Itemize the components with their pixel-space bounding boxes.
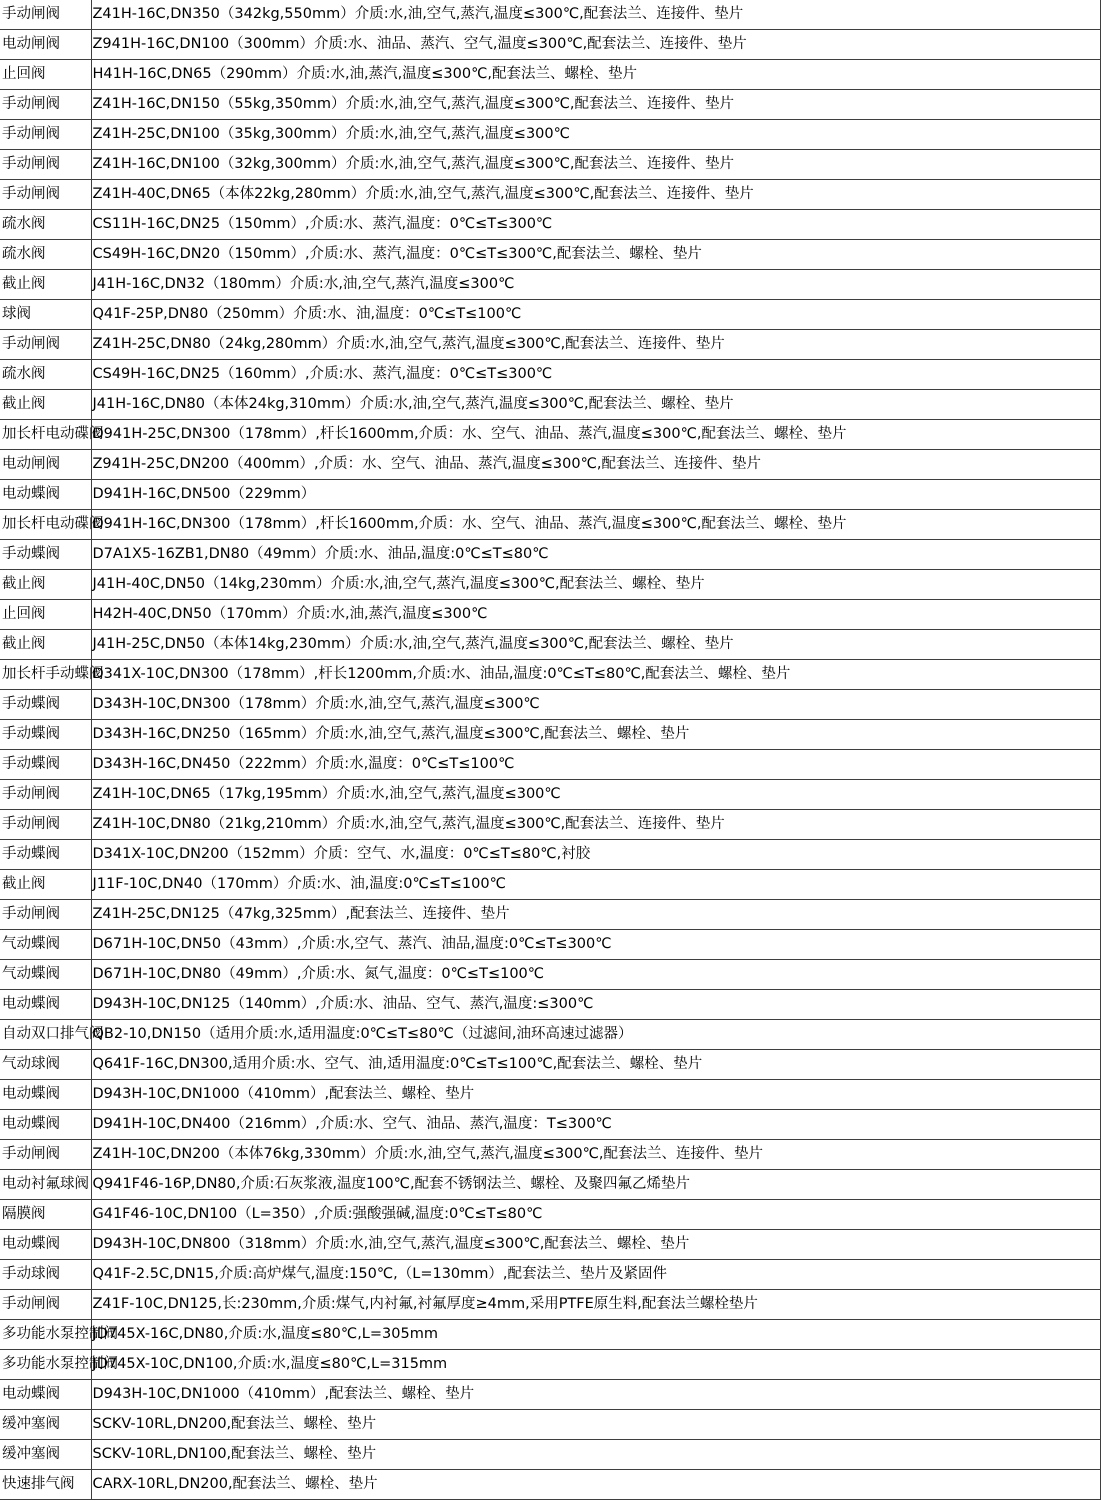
- valve-spec-cell[interactable]: Z941H-25C,DN200（400mm）,介质：水、空气、油品、蒸汽,温度≤300℃,配套法兰、连接件、垫片: [91, 450, 1100, 480]
- table-row: [0, 840, 1100, 870]
- table-row: [0, 540, 1100, 570]
- valve-spec-cell[interactable]: D941H-25C,DN300（178mm）,杆长1600mm,介质：水、空气、油品、蒸汽,温度≤300℃,配套法兰、螺栓、垫片: [91, 420, 1100, 450]
- valve-name-cell[interactable]: 球阀: [0, 300, 91, 330]
- valve-name-cell[interactable]: 截止阀: [0, 390, 91, 420]
- valve-name-cell[interactable]: 手动闸阀: [0, 1290, 91, 1320]
- table-row: [0, 600, 1100, 630]
- valve-spec-cell[interactable]: D343H-16C,DN250（165mm）介质:水,油,空气,蒸汽,温度≤300℃,配套法兰、螺栓、垫片: [91, 720, 1100, 750]
- table-row: [0, 1080, 1100, 1110]
- table-row: [0, 330, 1100, 360]
- table-row: [0, 1350, 1100, 1380]
- valve-name-cell[interactable]: 电动蝶阀: [0, 990, 91, 1020]
- valve-spec-cell[interactable]: Z41H-10C,DN80（21kg,210mm）介质:水,油,空气,蒸汽,温度≤300℃,配套法兰、连接件、垫片: [91, 810, 1100, 840]
- valve-name-cell[interactable]: 截止阀: [0, 630, 91, 660]
- table-row: [0, 1050, 1100, 1080]
- table-row: [0, 960, 1100, 990]
- valve-spec-cell[interactable]: Z41H-25C,DN80（24kg,280mm）介质:水,油,空气,蒸汽,温度≤300℃,配套法兰、连接件、垫片: [91, 330, 1100, 360]
- valve-spec-cell[interactable]: D943H-10C,DN1000（410mm）,配套法兰、螺栓、垫片: [91, 1080, 1100, 1110]
- valve-name-cell[interactable]: 加长杆电动碟阀: [0, 510, 91, 540]
- valve-spec-cell[interactable]: J41H-25C,DN50（本体14kg,230mm）介质:水,油,空气,蒸汽,温度≤300℃,配套法兰、螺栓、垫片: [91, 630, 1100, 660]
- valve-name-cell[interactable]: 疏水阀: [0, 210, 91, 240]
- valve-name-cell[interactable]: 手动闸阀: [0, 90, 91, 120]
- table-row: [0, 660, 1100, 690]
- table-row: [0, 390, 1100, 420]
- valve-name-cell[interactable]: 电动闸阀: [0, 450, 91, 480]
- table-row: [0, 900, 1100, 930]
- table-row: [0, 0, 1100, 30]
- table-row: [0, 30, 1100, 60]
- table-row: [0, 1440, 1100, 1470]
- valve-spec-cell[interactable]: CS49H-16C,DN25（160mm）,介质:水、蒸汽,温度：0℃≤T≤300℃: [91, 360, 1100, 390]
- valve-spec-cell[interactable]: SCKV-10RL,DN100,配套法兰、螺栓、垫片: [91, 1440, 1100, 1470]
- valve-name-cell[interactable]: 气动球阀: [0, 1050, 91, 1080]
- valve-name-cell[interactable]: 气动蝶阀: [0, 960, 91, 990]
- valve-name-cell[interactable]: 止回阀: [0, 600, 91, 630]
- table-row: [0, 150, 1100, 180]
- valve-spec-cell[interactable]: CS11H-16C,DN25（150mm）,介质:水、蒸汽,温度：0℃≤T≤300℃: [91, 210, 1100, 240]
- valve-name-cell[interactable]: 手动闸阀: [0, 1140, 91, 1170]
- table-row: [0, 1260, 1100, 1290]
- valve-spec-cell[interactable]: J11F-10C,DN40（170mm）介质:水、油,温度:0℃≤T≤100℃: [91, 870, 1100, 900]
- valve-name-cell[interactable]: 手动闸阀: [0, 900, 91, 930]
- table-row: [0, 1020, 1100, 1050]
- valve-name-cell[interactable]: 手动球阀: [0, 1260, 91, 1290]
- valve-spec-cell[interactable]: Q41F-25P,DN80（250mm）介质:水、油,温度：0℃≤T≤100℃: [91, 300, 1100, 330]
- valve-name-cell[interactable]: 截止阀: [0, 270, 91, 300]
- table-row: [0, 510, 1100, 540]
- table-row: [0, 420, 1100, 450]
- valve-name-cell[interactable]: 手动闸阀: [0, 150, 91, 180]
- table-row: [0, 450, 1100, 480]
- valve-spec-cell[interactable]: Z41H-16C,DN100（32kg,300mm）介质:水,油,空气,蒸汽,温度≤300℃,配套法兰、连接件、垫片: [91, 150, 1100, 180]
- table-row: [0, 120, 1100, 150]
- table-row: [0, 990, 1100, 1020]
- valve-spec-cell[interactable]: H41H-16C,DN65（290mm）介质:水,油,蒸汽,温度≤300℃,配套法兰、螺栓、垫片: [91, 60, 1100, 90]
- table-row: [0, 1410, 1100, 1440]
- valve-name-cell[interactable]: 截止阀: [0, 870, 91, 900]
- valve-name-cell[interactable]: 手动闸阀: [0, 810, 91, 840]
- valve-spec-cell[interactable]: J41H-16C,DN32（180mm）介质:水,油,空气,蒸汽,温度≤300℃: [91, 270, 1100, 300]
- table-row: [0, 810, 1100, 840]
- valve-spec-cell[interactable]: Z41H-25C,DN100（35kg,300mm）介质:水,油,空气,蒸汽,温度≤300℃: [91, 120, 1100, 150]
- valve-spec-cell[interactable]: Q941F46-16P,DN80,介质:石灰浆液,温度100℃,配套不锈钢法兰、螺栓、及聚四氟乙烯垫片: [91, 1170, 1100, 1200]
- table-row: [0, 1380, 1100, 1410]
- valve-name-cell[interactable]: 缓冲塞阀: [0, 1410, 91, 1440]
- valve-name-cell[interactable]: 电动蝶阀: [0, 480, 91, 510]
- valve-spec-cell[interactable]: G41F46-10C,DN100（L=350）,介质:强酸强碱,温度:0℃≤T≤80℃: [91, 1200, 1100, 1230]
- valve-name-cell[interactable]: 疏水阀: [0, 360, 91, 390]
- valve-name-cell[interactable]: 截止阀: [0, 570, 91, 600]
- valve-name-cell[interactable]: 快速排气阀: [0, 1470, 91, 1500]
- valve-name-cell[interactable]: 电动蝶阀: [0, 1110, 91, 1140]
- valve-spec-cell[interactable]: D943H-10C,DN1000（410mm）,配套法兰、螺栓、垫片: [91, 1380, 1100, 1410]
- table-row: [0, 300, 1100, 330]
- valve-spec-cell[interactable]: CS49H-16C,DN20（150mm）,介质:水、蒸汽,温度：0℃≤T≤300℃,配套法兰、螺栓、垫片: [91, 240, 1100, 270]
- valve-spec-cell[interactable]: Z41H-16C,DN150（55kg,350mm）介质:水,油,空气,蒸汽,温度≤300℃,配套法兰、连接件、垫片: [91, 90, 1100, 120]
- valve-spec-cell[interactable]: D343H-10C,DN300（178mm）介质:水,油,空气,蒸汽,温度≤300℃: [91, 690, 1100, 720]
- valve-spec-cell[interactable]: Z941H-16C,DN100（300mm）介质:水、油品、蒸汽、空气,温度≤300℃,配套法兰、连接件、垫片: [91, 30, 1100, 60]
- valve-name-cell[interactable]: 手动蝶阀: [0, 720, 91, 750]
- valve-name-cell[interactable]: 电动蝶阀: [0, 1230, 91, 1260]
- valve-name-cell[interactable]: 多功能水泵控制阀: [0, 1320, 91, 1350]
- table-row: [0, 720, 1100, 750]
- valve-spec-cell[interactable]: D343H-16C,DN450（222mm）介质:水,温度：0℃≤T≤100℃: [91, 750, 1100, 780]
- table-row: [0, 480, 1100, 510]
- valve-name-cell[interactable]: 隔膜阀: [0, 1200, 91, 1230]
- table-row: [0, 60, 1100, 90]
- valve-spec-cell[interactable]: Z41H-16C,DN350（342kg,550mm）介质:水,油,空气,蒸汽,温度≤300℃,配套法兰、连接件、垫片: [91, 0, 1100, 30]
- valve-spec-cell[interactable]: Z41F-10C,DN125,长:230mm,介质:煤气,内衬氟,衬氟厚度≥4mm,采用PTFE原生料,配套法兰螺栓垫片: [91, 1290, 1100, 1320]
- table-row: [0, 240, 1100, 270]
- table-row: [0, 1140, 1100, 1170]
- table-row: [0, 630, 1100, 660]
- valve-spec-cell[interactable]: H42H-40C,DN50（170mm）介质:水,油,蒸汽,温度≤300℃: [91, 600, 1100, 630]
- valve-name-cell[interactable]: 电动衬氟球阀: [0, 1170, 91, 1200]
- valve-spec-cell[interactable]: D671H-10C,DN50（43mm）,介质:水,空气、蒸汽、油品,温度:0℃≤T≤300℃: [91, 930, 1100, 960]
- valve-name-cell[interactable]: 电动闸阀: [0, 30, 91, 60]
- table-row: [0, 180, 1100, 210]
- valve-spec-cell[interactable]: D943H-10C,DN125（140mm）,介质:水、油品、空气、蒸汽,温度:≤300℃: [91, 990, 1100, 1020]
- valve-name-cell[interactable]: 止回阀: [0, 60, 91, 90]
- valve-name-cell[interactable]: 气动蝶阀: [0, 930, 91, 960]
- valve-name-cell[interactable]: 电动蝶阀: [0, 1080, 91, 1110]
- table-row: [0, 1200, 1100, 1230]
- valve-name-cell[interactable]: 手动蝶阀: [0, 840, 91, 870]
- table-row: [0, 210, 1100, 240]
- valve-name-cell[interactable]: 手动闸阀: [0, 0, 91, 30]
- valve-spec-cell[interactable]: QB2-10,DN150（适用介质:水,适用温度:0℃≤T≤80℃（过滤间,油环高速过滤器）: [91, 1020, 1100, 1050]
- table-row: [0, 750, 1100, 780]
- table-row: [0, 1470, 1100, 1500]
- valve-spec-cell[interactable]: Z41H-10C,DN65（17kg,195mm）介质:水,油,空气,蒸汽,温度≤300℃: [91, 780, 1100, 810]
- valve-spec-cell[interactable]: JD745X-16C,DN80,介质:水,温度≤80℃,L=305mm: [91, 1320, 1100, 1350]
- valve-spec-cell[interactable]: D941H-10C,DN400（216mm）,介质:水、空气、油品、蒸汽,温度：T≤300℃: [91, 1110, 1100, 1140]
- valve-name-cell[interactable]: 手动闸阀: [0, 180, 91, 210]
- valve-spec-cell[interactable]: D341X-10C,DN300（178mm）,杆长1200mm,介质:水、油品,温度:0℃≤T≤80℃,配套法兰、螺栓、垫片: [91, 660, 1100, 690]
- valve-spec-cell[interactable]: D941H-16C,DN500（229mm）: [91, 480, 1100, 510]
- valve-name-cell[interactable]: 加长杆电动碟阀: [0, 420, 91, 450]
- table-row: [0, 780, 1100, 810]
- table-row: [0, 870, 1100, 900]
- valve-spec-cell[interactable]: SCKV-10RL,DN200,配套法兰、螺栓、垫片: [91, 1410, 1100, 1440]
- table-row: [0, 690, 1100, 720]
- table-row: [0, 90, 1100, 120]
- valve-spec-cell[interactable]: Z41H-10C,DN200（本体76kg,330mm）介质:水,油,空气,蒸汽,温度≤300℃,配套法兰、连接件、垫片: [91, 1140, 1100, 1170]
- valve-spec-cell[interactable]: D671H-10C,DN80（49mm）,介质:水、氮气,温度：0℃≤T≤100℃: [91, 960, 1100, 990]
- valve-spec-cell[interactable]: Q41F-2.5C,DN15,介质:高炉煤气,温度:150℃,（L=130mm）,配套法兰、垫片及紧固件: [91, 1260, 1100, 1290]
- table-row: [0, 1110, 1100, 1140]
- valve-spec-cell[interactable]: D943H-10C,DN800（318mm）介质:水,油,空气,蒸汽,温度≤300℃,配套法兰、螺栓、垫片: [91, 1230, 1100, 1260]
- valve-spec-cell[interactable]: Z41H-40C,DN65（本体22kg,280mm）介质:水,油,空气,蒸汽,温度≤300℃,配套法兰、连接件、垫片: [91, 180, 1100, 210]
- valve-name-cell[interactable]: 手动蝶阀: [0, 540, 91, 570]
- valve-name-cell[interactable]: 加长杆手动蝶阀: [0, 660, 91, 690]
- valve-spec-cell[interactable]: D341X-10C,DN200（152mm）介质：空气、水,温度：0℃≤T≤80℃,衬胶: [91, 840, 1100, 870]
- valve-name-cell[interactable]: 手动闸阀: [0, 330, 91, 360]
- valve-name-cell[interactable]: 多功能水泵控制阀: [0, 1350, 91, 1380]
- valve-name-cell[interactable]: 手动蝶阀: [0, 690, 91, 720]
- valve-name-cell[interactable]: 手动闸阀: [0, 120, 91, 150]
- valve-spec-cell[interactable]: Z41H-25C,DN125（47kg,325mm）,配套法兰、连接件、垫片: [91, 900, 1100, 930]
- valve-spec-cell[interactable]: JD745X-10C,DN100,介质:水,温度≤80℃,L=315mm: [91, 1350, 1100, 1380]
- valve-spec-cell[interactable]: D941H-16C,DN300（178mm）,杆长1600mm,介质：水、空气、油品、蒸汽,温度≤300℃,配套法兰、螺栓、垫片: [91, 510, 1100, 540]
- valve-name-cell[interactable]: 电动蝶阀: [0, 1380, 91, 1410]
- table-row: [0, 270, 1100, 300]
- valve-spec-cell[interactable]: J41H-40C,DN50（14kg,230mm）介质:水,油,空气,蒸汽,温度≤300℃,配套法兰、螺栓、垫片: [91, 570, 1100, 600]
- valve-name-cell[interactable]: 手动蝶阀: [0, 750, 91, 780]
- valve-name-cell[interactable]: 自动双口排气阀: [0, 1020, 91, 1050]
- valve-spec-cell[interactable]: D7A1X5-16ZB1,DN80（49mm）介质:水、油品,温度:0℃≤T≤80℃: [91, 540, 1100, 570]
- table-row: [0, 1320, 1100, 1350]
- table-row: [0, 570, 1100, 600]
- valve-spec-cell[interactable]: Q641F-16C,DN300,适用介质:水、空气、油,适用温度:0℃≤T≤100℃,配套法兰、螺栓、垫片: [91, 1050, 1100, 1080]
- valve-name-cell[interactable]: 缓冲塞阀: [0, 1440, 91, 1470]
- valve-spec-cell[interactable]: J41H-16C,DN80（本体24kg,310mm）介质:水,油,空气,蒸汽,温度≤300℃,配套法兰、螺栓、垫片: [91, 390, 1100, 420]
- table-row: [0, 1290, 1100, 1320]
- table-row: [0, 1170, 1100, 1200]
- table-row: [0, 1230, 1100, 1260]
- table-row: [0, 930, 1100, 960]
- table-row: [0, 360, 1100, 390]
- valve-name-cell[interactable]: 手动闸阀: [0, 780, 91, 810]
- valve-name-cell[interactable]: 疏水阀: [0, 240, 91, 270]
- valve-spec-cell[interactable]: CARX-10RL,DN200,配套法兰、螺栓、垫片: [91, 1470, 1100, 1500]
